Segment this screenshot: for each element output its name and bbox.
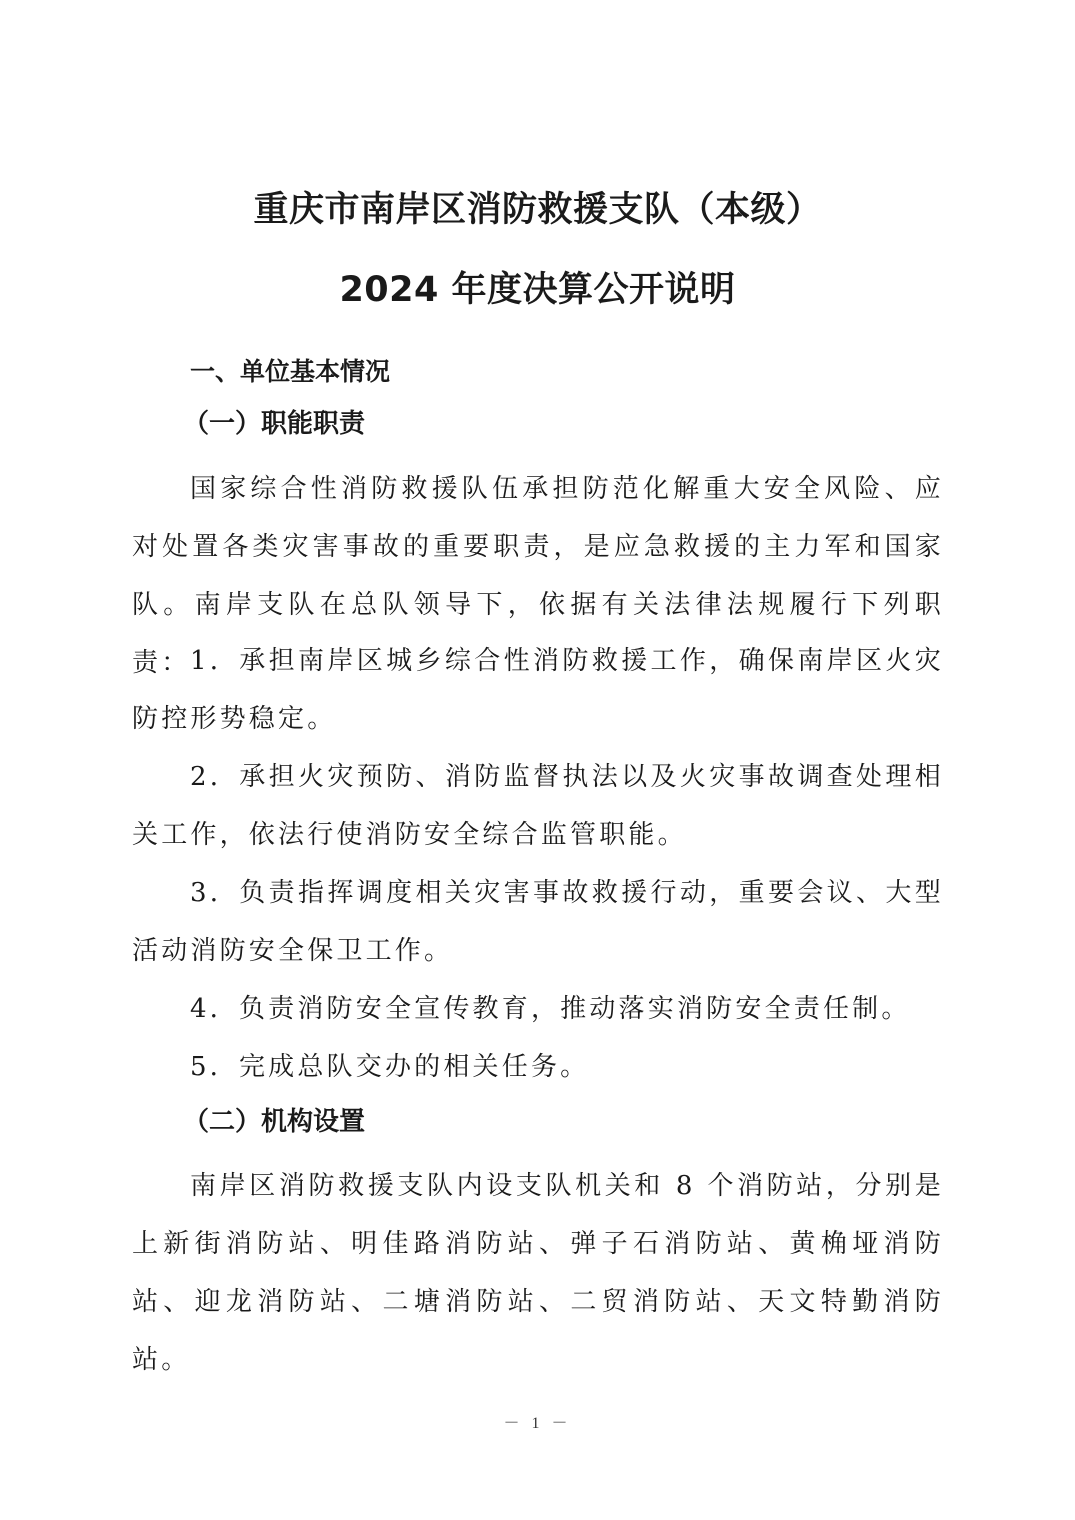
duty-item-5: 5．完成总队交办的相关任务。 (190, 1052, 590, 1082)
subsection-heading-organization: （二）机构设置 (183, 1107, 366, 1137)
page-number: － 1 － (503, 1415, 572, 1432)
duty-item-3: 3．负责指挥调度相关灾害事故救援行动，重要会议、大型活动消防安全保卫工作。 (132, 878, 944, 966)
duty-item-4: 4．负责消防安全宣传教育，推动落实消防安全责任制。 (190, 994, 911, 1024)
subsection-heading-functions: （一）职能职责 (183, 409, 366, 439)
section-heading-unit-basic-info: 一、单位基本情况 (190, 357, 391, 386)
duty-item-1: 1．承担南岸区城乡综合性消防救援工作，确保南岸区火灾防控形势稳定。 (132, 646, 944, 734)
intro-paragraph: 国家综合性消防救援队伍承担防范化解重大安全风险、应对处置各类灾害事故的重要职责，是应急救援的主力军和国家队。南岸支队在总队领导下，依据有关法律法规履行下列职责： (132, 474, 944, 678)
document-title-line2: 2024 年度决算公开说明 (339, 270, 736, 310)
document-title-line1: 重庆市南岸区消防救援支队（本级） (253, 190, 822, 230)
structure-paragraph: 南岸区消防救援支队内设支队机关和 8 个消防站，分别是上新街消防站、明佳路消防站、弹子石消防站、黄桷垭消防站、迎龙消防站、二塘消防站、二贸消防站、天文特勤消防站。 (132, 1171, 944, 1375)
duty-item-2: 2．承担火灾预防、消防监督执法以及火灾事故调查处理相关工作，依法行使消防安全综合监管职能。 (132, 762, 944, 850)
